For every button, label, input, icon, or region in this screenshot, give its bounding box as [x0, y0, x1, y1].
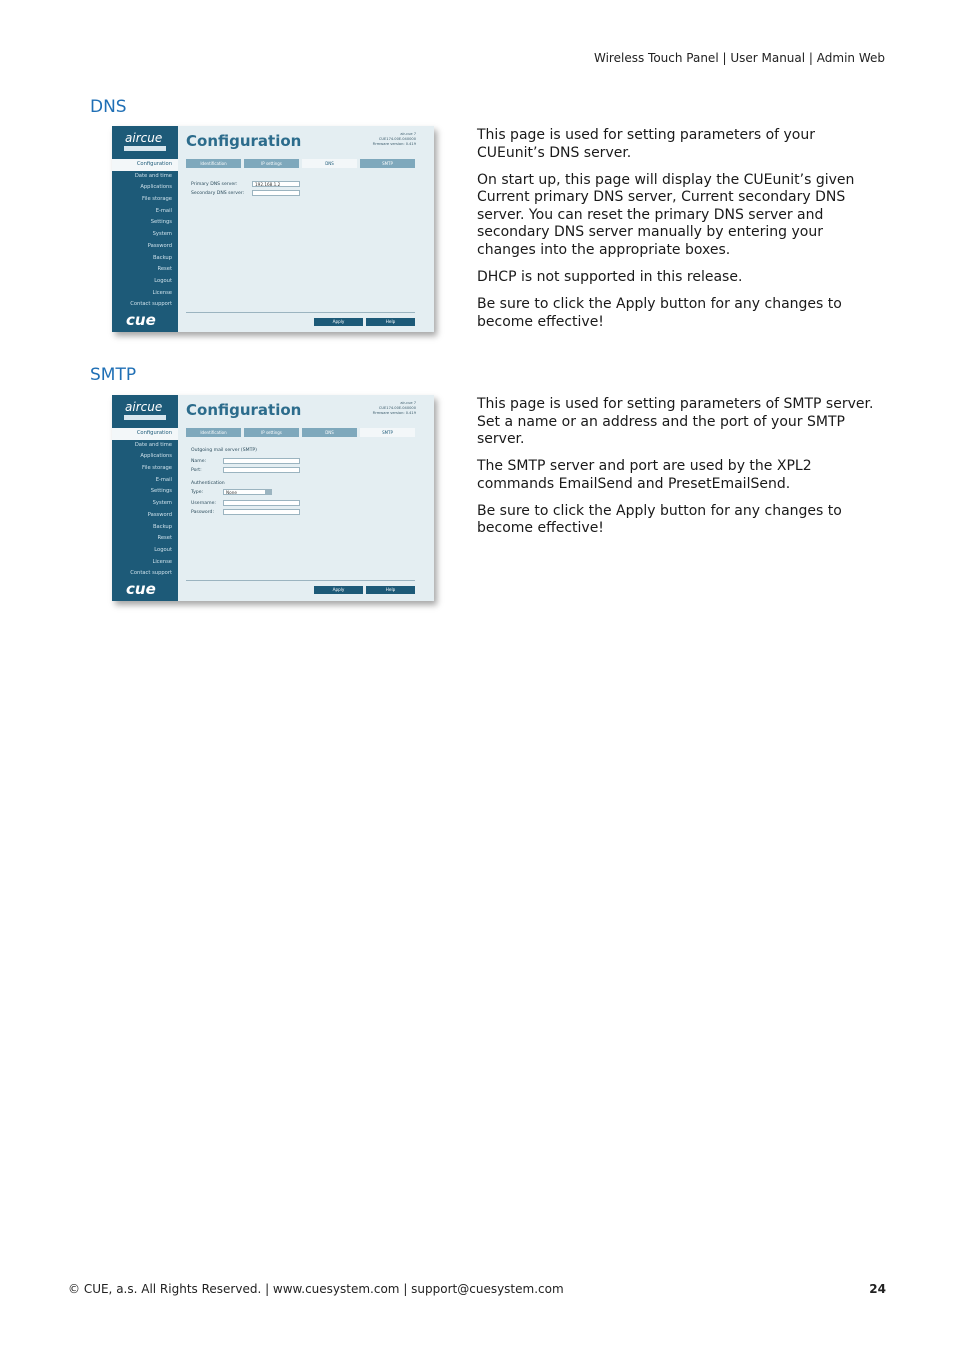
smtp-port-input[interactable] [223, 467, 300, 473]
tab-smtp[interactable]: SMTP [360, 159, 415, 168]
help-button[interactable]: Help [366, 586, 415, 594]
nav-item-date-and-time[interactable]: Date and time [134, 441, 172, 448]
nav-item-password[interactable]: Password [147, 242, 172, 249]
page-title: Configuration [186, 401, 302, 419]
smtp-heading: Outgoing mail server (SMTP) [191, 448, 257, 453]
tab-dns[interactable]: DNS [302, 428, 357, 437]
auth-heading: Authentication [191, 481, 225, 486]
tab-dns[interactable]: DNS [302, 159, 357, 168]
page-number: 24 [869, 1282, 886, 1296]
cue-logo: cue [126, 311, 156, 329]
running-header: Wireless Touch Panel | User Manual | Admin Web [594, 51, 885, 65]
tab-ip-settings[interactable]: IP settings [244, 159, 299, 168]
nav-item-configuration[interactable]: Configuration [112, 159, 178, 171]
sidebar [112, 395, 178, 601]
info-line: CUE174.00E.040000 [378, 406, 416, 410]
secondary-dns-input[interactable] [252, 190, 300, 196]
info-line: Firmware version: 0.419 [372, 411, 416, 415]
nav-item-password[interactable]: Password [147, 511, 172, 518]
nav-item-file-storage[interactable]: File storage [141, 465, 172, 472]
name-label: Name: [191, 459, 207, 464]
chevron-down-icon[interactable] [265, 490, 271, 494]
tab-bar [186, 428, 415, 437]
type-label: Type: [191, 490, 204, 495]
nav-item-contact-support[interactable]: Contact support [130, 570, 172, 577]
password-label: Password: [191, 510, 215, 515]
auth-type-value: None [226, 490, 237, 495]
nav-item-contact-support[interactable]: Contact support [130, 301, 172, 308]
info-line: CUE174.00E.040000 [378, 137, 416, 141]
nav-item-applications[interactable]: Applications [140, 453, 172, 460]
logo-bar [124, 415, 166, 420]
tab-bar [186, 159, 415, 168]
apply-button[interactable]: Apply [314, 318, 363, 326]
nav-item-logout[interactable]: Logout [154, 277, 172, 284]
divider [186, 580, 415, 581]
footer-copyright: © CUE, a.s. All Rights Reserved. | www.cuesystem.com | support@cuesystem.com [68, 1282, 564, 1296]
paragraph: DHCP is not supported in this release. [477, 268, 743, 285]
dns-screenshot [112, 126, 434, 332]
paragraph: The SMTP server and port are used by the XPL2 commands EmailSend and PresetEmailSend. [477, 458, 812, 492]
nav-item-email[interactable]: E-mail [155, 476, 172, 483]
side-nav [112, 159, 178, 311]
secondary-dns-label: Secondary DNS server: [191, 191, 245, 196]
page-title: Configuration [186, 132, 302, 150]
smtp-screenshot [112, 395, 434, 601]
nav-item-settings[interactable]: Settings [150, 219, 172, 226]
primary-dns-input[interactable]: 192.168.1.2 [252, 181, 300, 187]
device-info [373, 401, 416, 416]
info-line: air-cue 7 [400, 132, 416, 136]
logo-text: aircue [125, 131, 163, 145]
smtp-name-input[interactable] [223, 458, 300, 464]
nav-item-backup[interactable]: Backup [152, 523, 172, 530]
aircue-logo [112, 126, 178, 156]
section-title-dns: DNS [90, 97, 127, 117]
logo-text: aircue [125, 400, 163, 414]
nav-item-reset[interactable]: Reset [157, 535, 172, 542]
auth-type-select[interactable] [223, 489, 272, 495]
tab-ip-settings[interactable]: IP settings [244, 428, 299, 437]
dns-description [477, 127, 882, 341]
info-line: Firmware version: 0.419 [372, 142, 416, 146]
logo-bar [124, 146, 166, 151]
nav-item-settings[interactable]: Settings [150, 488, 172, 495]
nav-item-applications[interactable]: Applications [140, 184, 172, 191]
tab-smtp[interactable]: SMTP [360, 428, 415, 437]
paragraph: On start up, this page will display the CUEunit’s given Current primary DNS server, Current secondary DNS server. You can reset the primary DNS server and secondary DNS server manually by entering your changes into the appropriate boxes. [477, 171, 855, 258]
username-input[interactable] [223, 500, 300, 506]
nav-item-license[interactable]: License [152, 289, 172, 296]
cue-logo: cue [126, 580, 156, 598]
nav-item-system[interactable]: System [152, 500, 172, 507]
sidebar [112, 126, 178, 332]
nav-item-license[interactable]: License [152, 558, 172, 565]
tab-identification[interactable]: Identification [186, 428, 241, 437]
section-title-smtp: SMTP [90, 365, 137, 385]
nav-item-backup[interactable]: Backup [152, 254, 172, 261]
device-info [373, 132, 416, 147]
nav-item-email[interactable]: E-mail [155, 207, 172, 214]
info-line: air-cue 7 [400, 401, 416, 405]
nav-item-logout[interactable]: Logout [154, 546, 172, 553]
nav-item-reset[interactable]: Reset [157, 266, 172, 273]
aircue-logo [112, 395, 178, 425]
password-input[interactable] [223, 509, 300, 515]
tab-identification[interactable]: Identification [186, 159, 241, 168]
apply-button[interactable]: Apply [314, 586, 363, 594]
smtp-description [477, 396, 882, 547]
username-label: Username: [191, 501, 216, 506]
nav-item-configuration[interactable]: Configuration [112, 428, 178, 440]
nav-item-file-storage[interactable]: File storage [141, 196, 172, 203]
paragraph: Be sure to click the Apply button for any changes to become effective! [477, 502, 842, 537]
paragraph: Be sure to click the Apply button for any changes to become effective! [477, 295, 842, 330]
nav-item-date-and-time[interactable]: Date and time [134, 172, 172, 179]
side-nav [112, 428, 178, 580]
nav-item-system[interactable]: System [152, 231, 172, 238]
help-button[interactable]: Help [366, 318, 415, 326]
primary-dns-label: Primary DNS server: [191, 182, 238, 187]
port-label: Port: [191, 468, 202, 473]
divider [186, 312, 415, 313]
paragraph: This page is used for setting parameters of your CUEunit’s DNS server. [477, 127, 815, 161]
paragraph: This page is used for setting parameters of SMTP server. Set a name or an address and the port of your SMTP server. [477, 396, 874, 448]
